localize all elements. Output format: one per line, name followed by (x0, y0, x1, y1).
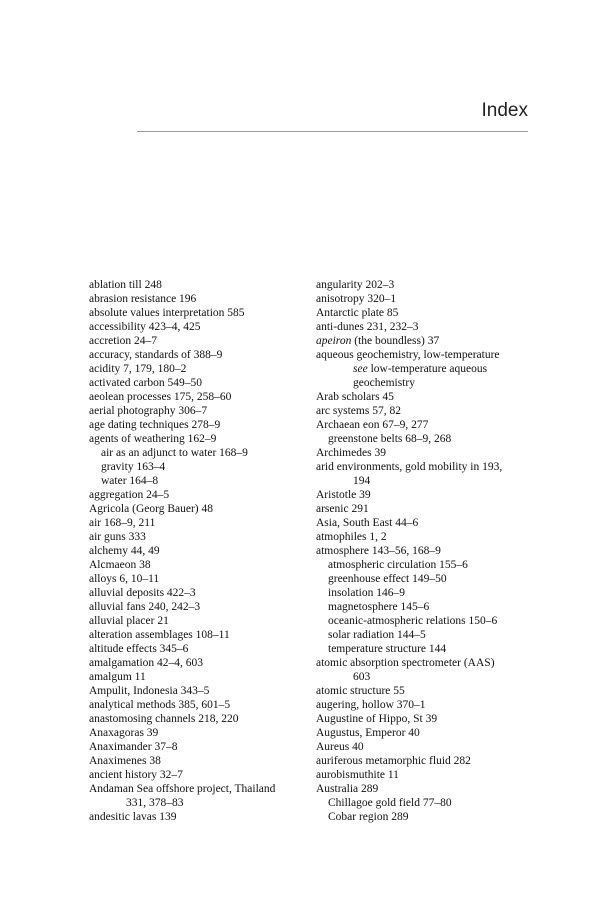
index-entry-italic: apeiron (316, 335, 352, 347)
index-entry-text: aggregation 24–5 (89, 489, 170, 501)
index-entry-text: Aristotle 39 (316, 489, 371, 501)
index-entry (89, 432, 314, 446)
index-entry-text: amalgamation 42–4, 603 (89, 657, 204, 669)
index-entry (89, 796, 314, 810)
index-entry-text: alluvial fans 240, 242–3 (89, 601, 201, 613)
index-entry (89, 516, 314, 530)
index-entry-text: alluvial deposits 422–3 (89, 587, 196, 599)
index-entry-text: alluvial placer 21 (89, 615, 169, 627)
index-entry-text: amalgum 11 (89, 671, 146, 683)
index-entry-text: air 168–9, 211 (89, 517, 156, 529)
index-entry (89, 404, 314, 418)
index-entry (316, 642, 546, 656)
index-entry-text: Aureus 40 (316, 741, 364, 753)
index-entry-text: Anaxagoras 39 (89, 727, 159, 739)
index-entry-text: 603 (353, 671, 371, 683)
index-entry (316, 628, 546, 642)
index-entry (316, 292, 546, 306)
index-entry-text: accuracy, standards of 388–9 (89, 349, 223, 361)
index-entry (316, 418, 546, 432)
index-entry-text: anti-dunes 231, 232–3 (316, 321, 419, 333)
index-entry (316, 530, 546, 544)
index-entry (316, 502, 546, 516)
index-entry-text: Alcmaeon 38 (89, 559, 151, 571)
index-entry-text: Antarctic plate 85 (316, 307, 399, 319)
index-entry-text: anastomosing channels 218, 220 (89, 713, 239, 725)
index-entry (316, 796, 546, 810)
index-entry-text: temperature structure 144 (328, 643, 447, 655)
index-entry (89, 390, 314, 404)
index-entry (316, 558, 546, 572)
index-entry-text: Archaean eon 67–9, 277 (316, 419, 429, 431)
index-entry (316, 768, 546, 782)
index-entry (89, 642, 314, 656)
index-entry (89, 278, 314, 292)
index-entry (316, 320, 546, 334)
index-entry-text: alloys 6, 10–11 (89, 573, 160, 585)
index-entry (89, 320, 314, 334)
index-entry (316, 474, 546, 488)
index-entry (89, 782, 314, 796)
index-entry (316, 572, 546, 586)
index-entry-text: atomic absorption spectrometer (AAS) (316, 657, 495, 669)
index-entry (316, 712, 546, 726)
index-entry-text: andesitic lavas 139 (89, 811, 177, 823)
index-entry-text: anisotropy 320–1 (316, 293, 397, 305)
index-entry-text: aurobismuthite 11 (316, 769, 399, 781)
index-entry-text: atmophiles 1, 2 (316, 531, 387, 543)
index-entry (89, 348, 314, 362)
index-entry (316, 390, 546, 404)
index-entry (89, 460, 314, 474)
index-entry-text: activated carbon 549–50 (89, 377, 203, 389)
index-entry (89, 572, 314, 586)
index-entry-text: Augustus, Emperor 40 (316, 727, 420, 739)
index-entry (316, 362, 546, 376)
index-entry (316, 726, 546, 740)
index-entry-text: 194 (353, 475, 371, 487)
index-entry (316, 348, 546, 362)
index-entry (89, 740, 314, 754)
index-entry (89, 558, 314, 572)
index-entry (316, 446, 546, 460)
index-entry-text: age dating techniques 278–9 (89, 419, 221, 431)
index-entry-text: geochemistry (353, 377, 415, 389)
index-entry (89, 502, 314, 516)
index-entry-text: accretion 24–7 (89, 335, 158, 347)
index-entry (316, 698, 546, 712)
index-entry-text: Agricola (Georg Bauer) 48 (89, 503, 214, 515)
index-entry-text: aerial photography 306–7 (89, 405, 208, 417)
index-entry-text: alchemy 44, 49 (89, 545, 160, 557)
page-title: Index (481, 100, 528, 121)
index-entry-text: Ampulit, Indonesia 343–5 (89, 685, 210, 697)
index-entry-text: altitude effects 345–6 (89, 643, 189, 655)
index-entry (89, 292, 314, 306)
index-entry (316, 432, 546, 446)
index-entry-text: insolation 146–9 (328, 587, 405, 599)
index-entry (89, 726, 314, 740)
index-entry-text: Anaximander 37–8 (89, 741, 178, 753)
index-entry-text: low-temperature aqueous (367, 363, 488, 375)
index-entry-text: Anaximenes 38 (89, 755, 161, 767)
index-entry-text: water 164–8 (101, 475, 159, 487)
index-entry (316, 376, 546, 390)
index-entry-text: atmospheric circulation 155–6 (328, 559, 468, 571)
index-entry (89, 810, 314, 824)
index-entry (89, 488, 314, 502)
index-entry (89, 306, 314, 320)
index-entry-text: Asia, South East 44–6 (316, 517, 419, 529)
index-entry-text: 331, 378–83 (126, 797, 184, 809)
index-entry-text: air as an adjunct to water 168–9 (101, 447, 248, 459)
index-entry-text: air guns 333 (89, 531, 146, 543)
index-entry-text: Australia 289 (316, 783, 379, 795)
index-entry-text: Cobar region 289 (328, 811, 409, 823)
index-entry (89, 656, 314, 670)
index-entry-text: Andaman Sea offshore project, Thailand (89, 783, 276, 795)
index-entry-text: accessibility 423–4, 425 (89, 321, 201, 333)
index-entry-text: arsenic 291 (316, 503, 369, 515)
index-entry (316, 334, 546, 348)
index-entry (316, 740, 546, 754)
index-entry (316, 782, 546, 796)
index-entry (89, 376, 314, 390)
index-entry-text: greenhouse effect 149–50 (328, 573, 447, 585)
index-entry (89, 446, 314, 460)
index-entry-text: gravity 163–4 (101, 461, 166, 473)
index-entry-text: arc systems 57, 82 (316, 405, 401, 417)
index-entry (89, 544, 314, 558)
index-entry (89, 754, 314, 768)
index-entry-text: aeolean processes 175, 258–60 (89, 391, 232, 403)
index-entry (316, 810, 546, 824)
index-entry-text: abrasion resistance 196 (89, 293, 197, 305)
index-entry (89, 600, 314, 614)
index-entry (316, 754, 546, 768)
index-entry (89, 768, 314, 782)
index-entry-text: arid environments, gold mobility in 193, (316, 461, 503, 473)
index-entry-text: aqueous geochemistry, low-temperature (316, 349, 500, 361)
index-entry-text: Arab scholars 45 (316, 391, 394, 403)
index-entry-text: Chillagoe gold field 77–80 (328, 797, 452, 809)
index-entry-text: angularity 202–3 (316, 279, 395, 291)
index-entry-italic: see (353, 363, 368, 375)
index-entry (316, 278, 546, 292)
index-entry (316, 488, 546, 502)
index-entry-text: acidity 7, 179, 180–2 (89, 363, 187, 375)
index-entry-text: analytical methods 385, 601–5 (89, 699, 231, 711)
index-entry-text: ablation till 248 (89, 279, 162, 291)
index-entry (89, 586, 314, 600)
index-entry (89, 670, 314, 684)
index-entry (89, 334, 314, 348)
index-column-right (316, 278, 546, 824)
index-entry (316, 670, 546, 684)
index-entry-text: alteration assemblages 108–11 (89, 629, 230, 641)
index-entry-text: (the boundless) 37 (351, 335, 440, 347)
index-entry (89, 614, 314, 628)
index-entry (89, 712, 314, 726)
index-entry-text: Augustine of Hippo, St 39 (316, 713, 438, 725)
index-entry-text: auriferous metamorphic fluid 282 (316, 755, 471, 767)
index-entry-text: Archimedes 39 (316, 447, 386, 459)
index-entry (316, 460, 546, 474)
index-entry (89, 362, 314, 376)
index-entry-text: atmosphere 143–56, 168–9 (316, 545, 441, 557)
index-entry-text: augering, hollow 370–1 (316, 699, 426, 711)
index-entry (316, 684, 546, 698)
index-entry (89, 684, 314, 698)
index-entry-text: solar radiation 144–5 (328, 629, 426, 641)
index-entry (316, 516, 546, 530)
index-entry (316, 586, 546, 600)
index-entry (89, 698, 314, 712)
index-entry-text: agents of weathering 162–9 (89, 433, 217, 445)
index-column-left (89, 278, 314, 824)
index-entry (89, 474, 314, 488)
index-entry-text: magnetosphere 145–6 (328, 601, 430, 613)
index-entry (89, 530, 314, 544)
index-entry-text: greenstone belts 68–9, 268 (328, 433, 452, 445)
index-entry (316, 544, 546, 558)
title-rule (137, 131, 528, 132)
index-entry-text: ancient history 32–7 (89, 769, 183, 781)
index-entry-text: absolute values interpretation 585 (89, 307, 245, 319)
index-entry (316, 600, 546, 614)
index-entry (316, 614, 546, 628)
index-entry (316, 306, 546, 320)
index-entry-text: atomic structure 55 (316, 685, 405, 697)
index-entry (316, 404, 546, 418)
index-entry (316, 656, 546, 670)
index-entry (89, 628, 314, 642)
index-entry-text: oceanic-atmospheric relations 150–6 (328, 615, 498, 627)
index-entry (89, 418, 314, 432)
